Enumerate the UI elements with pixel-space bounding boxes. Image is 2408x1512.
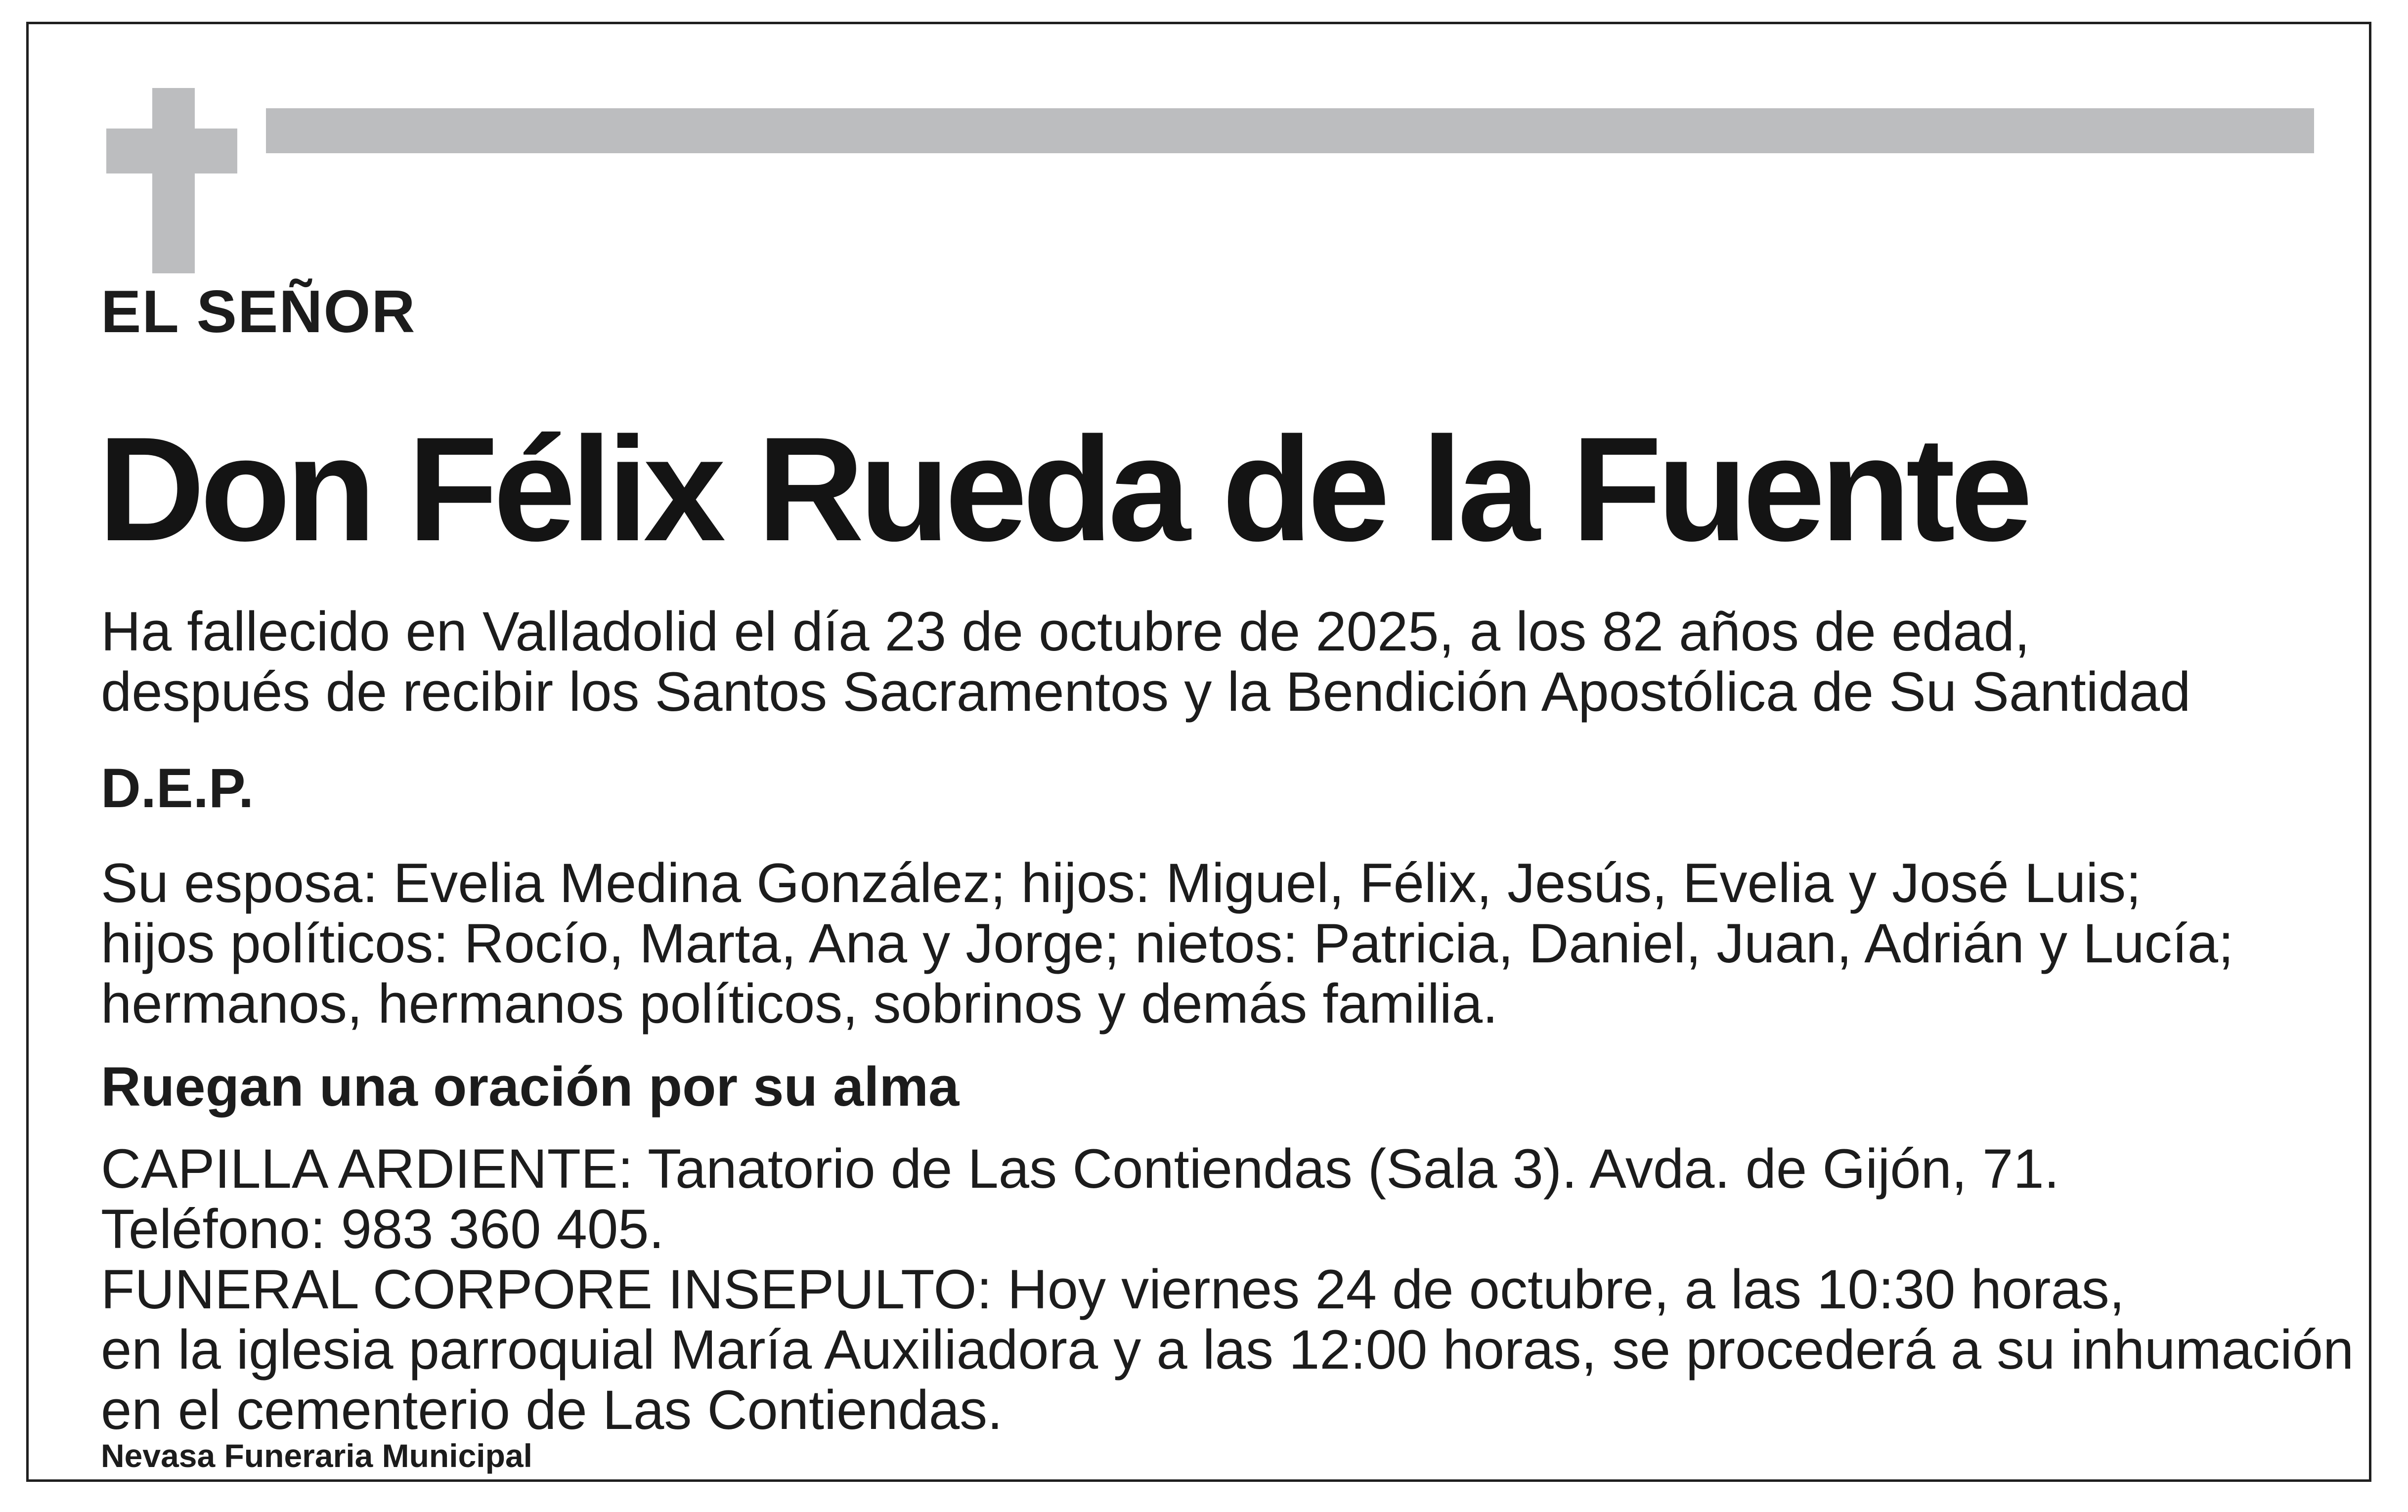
family-line: hermanos, hermanos políticos, sobrinos y demás familia.	[101, 973, 1498, 1035]
death-announcement	[101, 602, 2190, 722]
family-list	[101, 853, 2233, 1034]
service-line: en el cementerio de Las Contiendas.	[101, 1379, 1003, 1441]
death-line: después de recibir los Santos Sacramentos y la Bendición Apostólica de Su Santidad	[101, 661, 2191, 723]
honorific-kicker: EL SEÑOR	[101, 278, 416, 345]
service-line: CAPILLA ARDIENTE: Tanatorio de Las Contiendas (Sala 3). Avda. de Gijón, 71.	[101, 1138, 2059, 1200]
rip-abbreviation: D.E.P.	[101, 757, 254, 819]
latin-cross-icon	[106, 66, 237, 252]
deceased-name: Don Félix Rueda de la Fuente	[98, 406, 2028, 572]
family-line: Su esposa: Evelia Medina González; hijos: Miguel, Félix, Jesús, Evelia y José Luis;	[101, 852, 2142, 914]
death-line: Ha fallecido en Valladolid el día 23 de octubre de 2025, a los 82 años de edad,	[101, 601, 2030, 662]
header-rule	[266, 108, 2314, 153]
service-line: en la iglesia parroquial María Auxiliadora y a las 12:00 horas, se procederá a su inhumación	[101, 1319, 2354, 1381]
family-line: hijos políticos: Rocío, Marta, Ana y Jorge; nietos: Patricia, Daniel, Juan, Adrián y Lucía;	[101, 912, 2234, 974]
service-line: FUNERAL CORPORE INSEPULTO: Hoy viernes 24 de octubre, a las 10:30 horas,	[101, 1258, 2125, 1320]
service-line: Teléfono: 983 360 405.	[101, 1198, 664, 1260]
funeral-home-credit: Nevasa Funeraria Municipal	[101, 1437, 532, 1474]
obituary-notice	[26, 22, 2371, 1482]
service-details	[101, 1139, 2354, 1440]
prayer-request: Ruegan una oración por su alma	[101, 1056, 960, 1118]
